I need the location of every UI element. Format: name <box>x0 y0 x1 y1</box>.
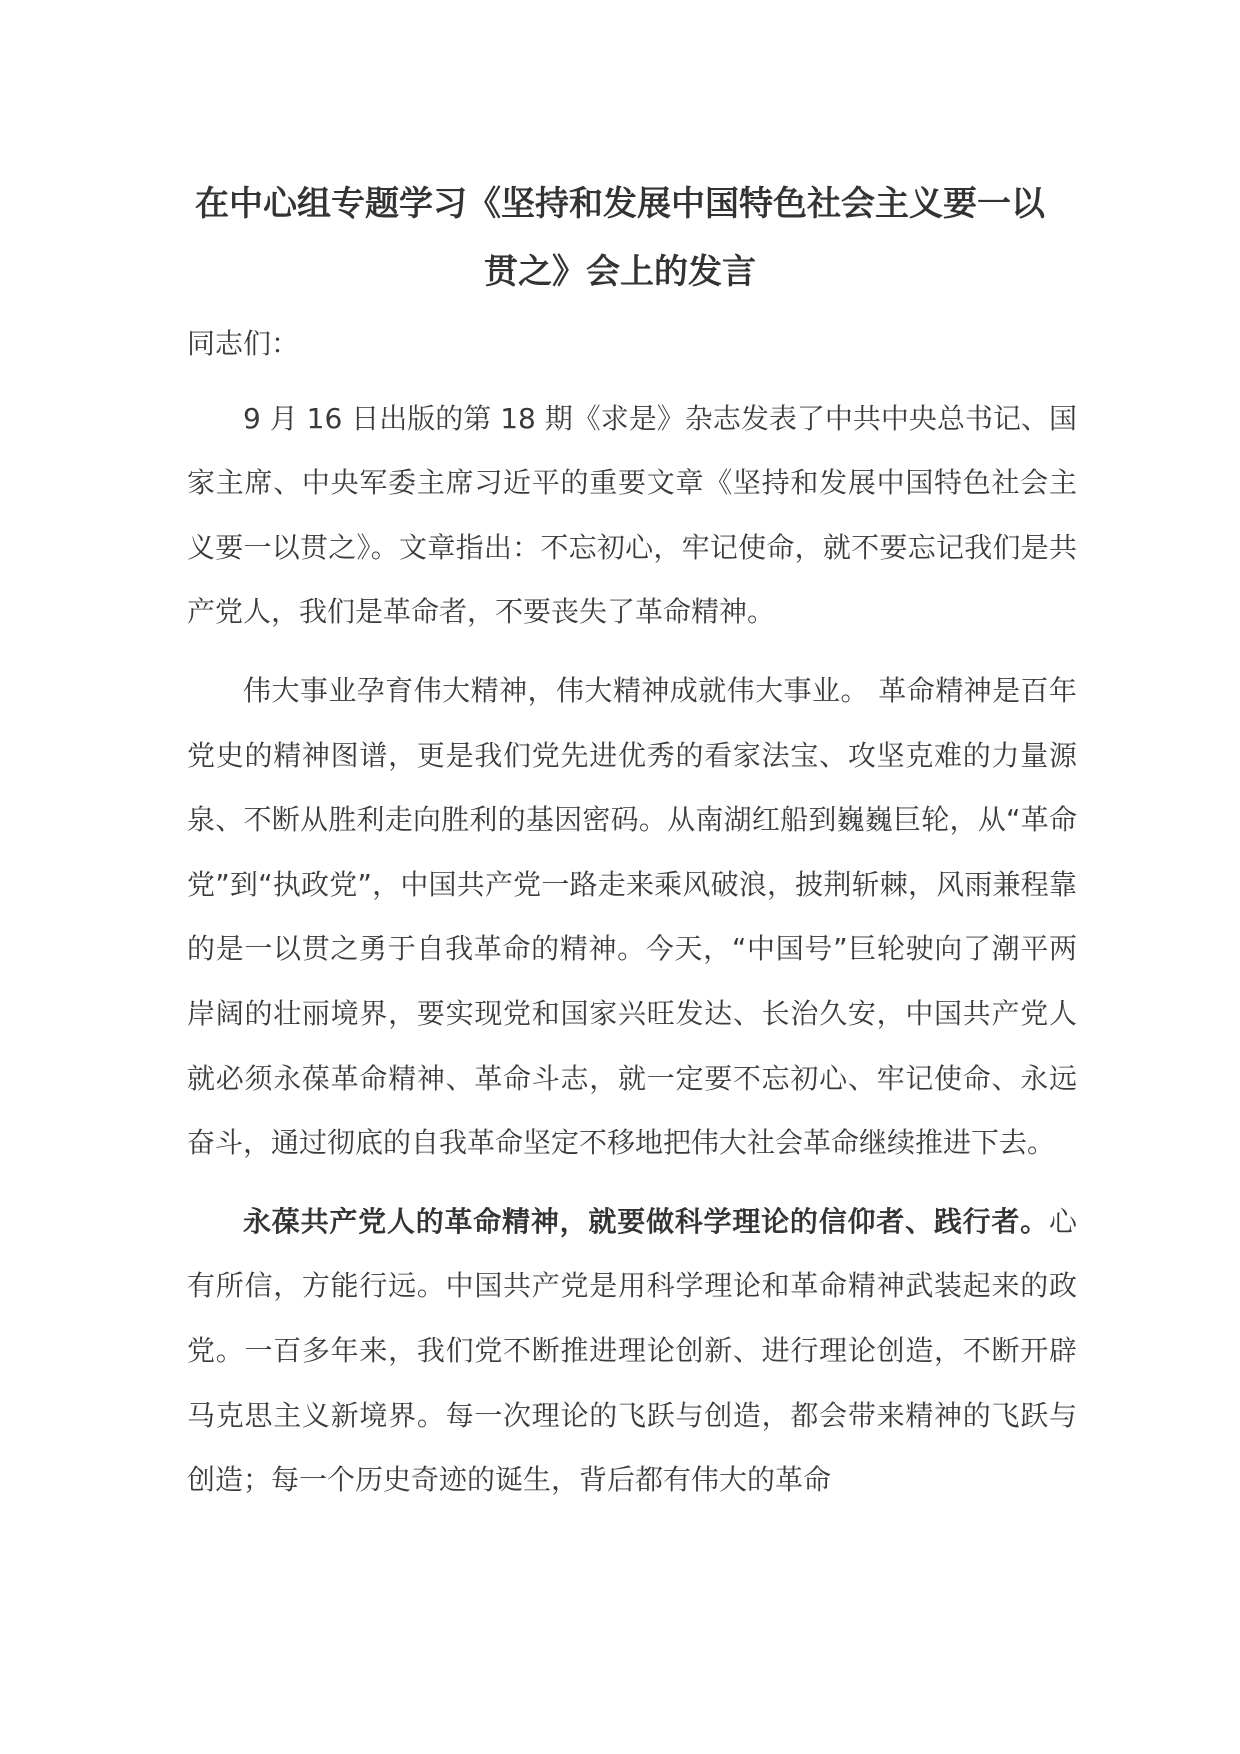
paragraph-3-lead: 永葆共产党人的革命精神，就要做科学理论的信仰者、践行者。 <box>243 1204 1049 1238</box>
paragraph-3 <box>187 1190 1077 1513</box>
paragraph-2-text: 伟大事业孕育伟大精神，伟大精神成就伟大事业。 革命精神是百年党史的精神图谱，更是我们党先进优秀的看家法宝、攻坚克难的力量源泉、不断从胜利走向胜利的基因密码。从南湖红船到巍巍巨轮，从“革命党”到“执政党”，中国共产党一路走来乘风破浪，披荆斩棘，风雨兼程靠的是一以贯之勇于自我革命的精神。今天，“中国号”巨轮驶向了潮平两岸阔的壮丽境界，要实现党和国家兴旺发达、长治久安，中国共产党人就必须永葆革命精神、革命斗志，就一定要不忘初心、牢记使命、永远奋斗，通过彻底的自我革命坚定不移地把伟大社会革命继续推进下去。 <box>187 673 1077 1160</box>
paragraph-1-text: 9 月 16 日出版的第 18 期《求是》杂志发表了中共中央总书记、国家主席、中央军委主席习近平的重要文章《坚持和发展中国特色社会主义要一以贯之》。文章指出：不忘初心，牢记使命，就不要忘记我们是共产党人，我们是革命者，不要丧失了革命精神。 <box>187 401 1077 629</box>
document-body <box>187 312 1077 1527</box>
paragraph-2 <box>187 659 1077 1176</box>
paragraph-3-text: 心有所信，方能行远。中国共产党是用科学理论和革命精神武装起来的政党。一百多年来，我们党不断推进理论创新、进行理论创造，不断开辟马克思主义新境界。每一次理论的飞跃与创造，都会带来精神的飞跃与创造；每一个历史奇迹的诞生，背后都有伟大的革命 <box>187 1204 1077 1497</box>
title-line-2: 贯之》会上的发言 <box>484 252 756 292</box>
paragraph-1 <box>187 387 1077 645</box>
document-title <box>150 170 1090 306</box>
title-line-1: 在中心组专题学习《坚持和发展中国特色社会主义要一以 <box>195 184 1045 224</box>
salutation: 同志们： <box>187 327 300 360</box>
